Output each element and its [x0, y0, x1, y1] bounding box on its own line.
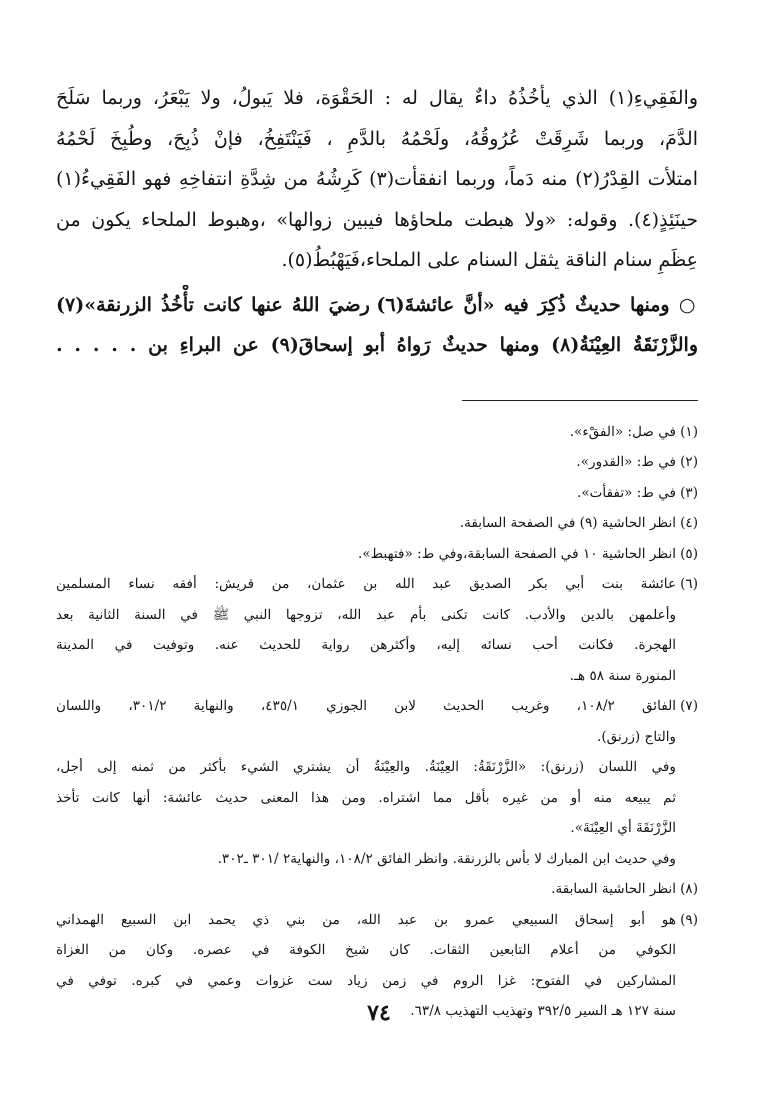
- lisan-paragraph-line: وفي اللسان (زرنق): «الزَّرْنَقَةُ: العِيْنَةُ. والعِيْنَةُ أن يشتري الشيء بأكثر من ثمنه إلى أجل،: [56, 759, 676, 775]
- main-line: حينَئِذٍ(٤). وقوله: «ولا هبطت ملحاؤها فيبين زوالها» ،وهبوط الملحاء يكون من: [56, 208, 698, 231]
- hadith-line: ○ ومنها حديثٌ ذُكِرَ فيه «أنَّ عائشةَ(٦) رضيَ اللهُ عنها كانت تأْخُذُ الزرنقة»(٧): [56, 293, 698, 316]
- footnote-number: (٨): [680, 881, 698, 897]
- footnote-number: (٣): [680, 484, 698, 501]
- footnote-number: (٢): [680, 454, 698, 470]
- footnote-text: انظر الحاشية السابقة.: [551, 881, 677, 897]
- footnote-number: (٤): [680, 515, 698, 531]
- footnote-text: الفائق ١٠٨/٢، وغريب الحديث لابن الجوزي ٤٣٥/١، والنهاية ٣٠١/٢، واللسان: [56, 698, 677, 714]
- footnote-6: [56, 569, 698, 691]
- lisan-paragraph-line: ثم يبيعه منه أو من غيره بأقل مما اشتراه. ومن هذا المعنى حديث عائشة: أنها كانت تأخذ: [56, 789, 676, 806]
- footnotes: [56, 417, 698, 1027]
- footnote-4: [56, 508, 698, 539]
- footnote-text: سنة ١٢٧ هـ السير ٣٩٢/٥ وتهذيب التهذيب ٦٣/٨.: [410, 1003, 677, 1019]
- footnote-text: والتاج (زرنق).: [597, 728, 677, 745]
- footnote-number: (٩): [680, 911, 698, 928]
- main-line: امتلأت القِدْرُ(٢) منه دَماً، وربما انفقأت(٣) كَرِشُهُ من شِدَّةِ انتفاخِهِ فهو الفَقِيءُ(١): [56, 168, 698, 190]
- footnote-text: المنورة سنة ٥٨ هـ.: [569, 667, 677, 684]
- mubarak-line: وفي حديث ابن المبارك لا بأس بالزرنقة. وانظر الفائق ١٠٨/٢، والنهاية٢ /٣٠١ ـ٣٠٢.: [217, 850, 676, 867]
- footnote-number: (٧): [680, 698, 698, 714]
- footnote-7: [56, 691, 698, 752]
- footnote-1: [56, 417, 698, 448]
- page-number: ٧٤: [367, 1000, 391, 1026]
- footnote-text: في صل: «الفقْء».: [569, 423, 677, 440]
- footnote-text: المشاركين في الفتوح: غزا الروم في زمن زياد ست غزوات وعمي في كبره. توفي في: [56, 972, 677, 989]
- footnote-text: عائشة بنت أبي بكر الصديق عبد الله بن عثمان، من قريش: أفقه نساء المسلمين: [56, 576, 677, 592]
- main-line: الدَّمَ، وربما شَرِقَتْ عُرُوقُهُ، ولَحْمُهُ بالدَّمِ ، فَيَنْتَفِخُ، فإنْ ذُبِحَ، وطُبِخَ لَحْمُهُ: [56, 127, 698, 150]
- footnote-text: في ط: «تفقأت».: [577, 484, 677, 501]
- hadith-line: والزَّرْنَقَةُ العِيْنَةُ(٨) ومنها حديثٌ رَواهُ أبو إسحاقَ(٩) عن البراءِ بن . . . . .: [56, 334, 698, 356]
- footnote-2: [56, 447, 698, 478]
- footnote-text: الهجرة. فكانت أحب نسائه إليه، وأكثرهن رواية للحديث عنه. وتوفيت في المدينة: [56, 637, 677, 653]
- footnote-text: انظر الحاشية ١٠ في الصفحة السابقة،وفي ط: «فتهبط».: [357, 545, 677, 562]
- main-text: [56, 78, 698, 366]
- footnote-8: [56, 874, 698, 905]
- footnote-text: الكوفي من أعلام التابعين الثقات. كان شيخ الكوفة في عصره. وكان من الغزاة: [56, 942, 677, 958]
- lisan-paragraph-line: الزَّرْنَقَةَ أي العِيْنَةَ».: [570, 820, 676, 836]
- main-line: والفَقِيءِ(١) الذي يأخُذُهُ داءٌ يقال له : الحَقْوَة، فلا يَبولُ، ولا يَبْعَرُ، وربما سَلَحَ: [56, 87, 698, 109]
- footnote-5: [56, 539, 698, 570]
- footnote-number: (٥): [680, 545, 698, 562]
- footnote-number: (٦): [680, 576, 698, 592]
- footnote-text: في ط: «القدور».: [576, 454, 677, 470]
- footnote-text: وأعلمهن بالدين والأدب. كانت تكنى بأم عبد الله، تزوجها النبي ﷺ في السنة الثانية بعد: [56, 606, 677, 623]
- footnote-text: هو أبو إسحاق السبيعي عمرو بن عبد الله، من بني ذي يحمد ابن السبيع الهمداني: [56, 911, 677, 928]
- main-line: عِظَمِ سنام الناقة يثقل السنام على الملحاء،فَيَهْبُطُ(٥).: [281, 249, 698, 271]
- footnote-number: (١): [680, 423, 698, 440]
- footnote-3: [56, 478, 698, 509]
- footnote-text: انظر الحاشية (٩) في الصفحة السابقة.: [459, 515, 677, 531]
- footnote-divider: [462, 400, 698, 401]
